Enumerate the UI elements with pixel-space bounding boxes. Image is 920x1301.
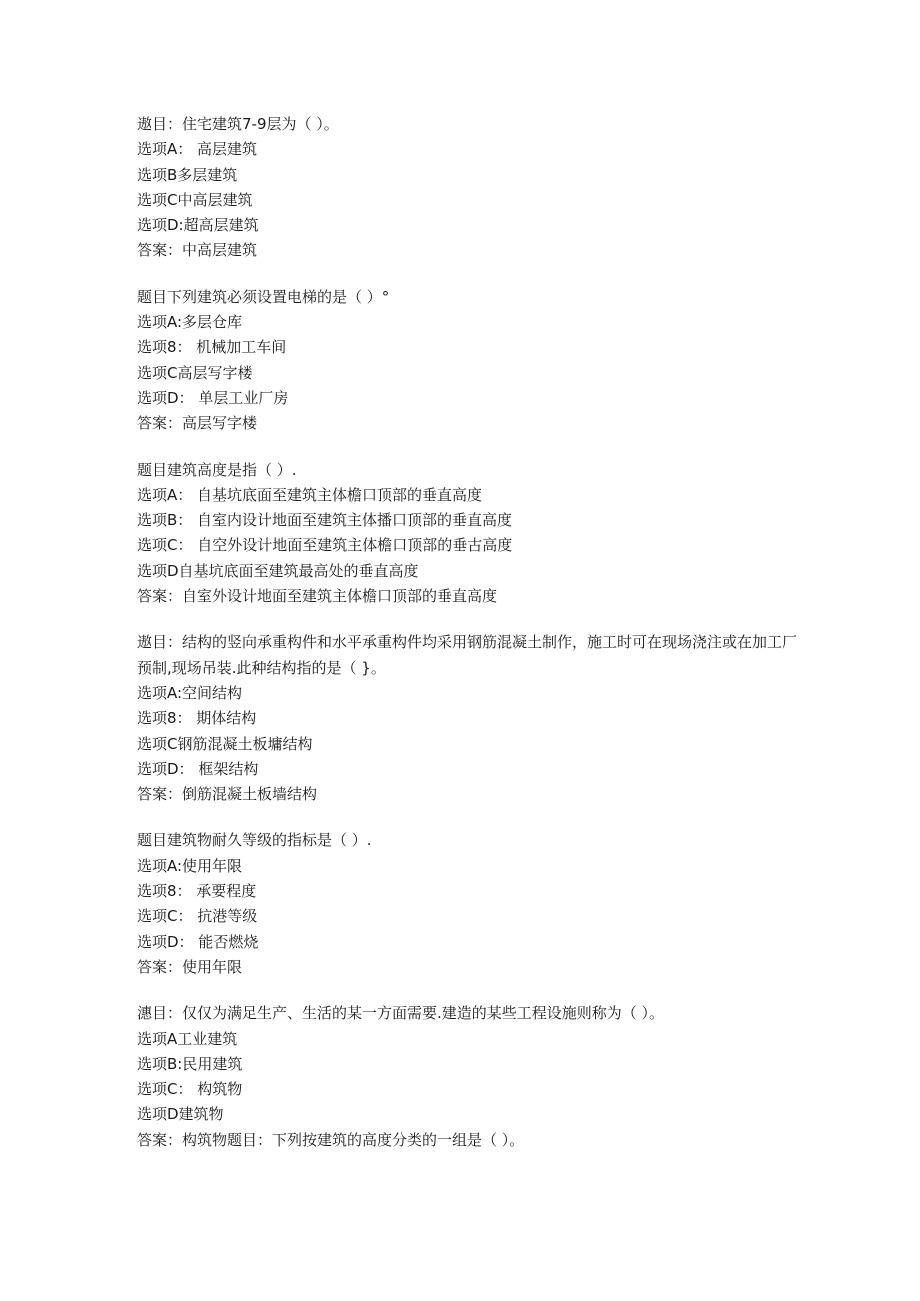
option-b: 选项8： 机械加工车间 (137, 338, 287, 357)
option-a: 选项A： 高层建筑 (137, 140, 258, 159)
option-c: 选项C中高层建筑 (137, 190, 253, 209)
question-stem: 题目建筑高度是指（ ）. (137, 460, 297, 479)
option-c: 选项C钢筋混凝土板墉结构 (137, 734, 313, 753)
question-stem: 遨目：结构的竖向承重构件和水平承重构件均采用钢筋混凝土制作，施工时可在现场浇注或在加工厂预制,现场吊装.此种结构指的是（ }。 (137, 633, 798, 677)
option-b: 选项B： 自室内设计地面至建筑主体播口顶部的垂直高度 (137, 511, 513, 530)
question-block-1 (137, 112, 797, 264)
question-stem: 潓目：仅仅为满足生产、生活的某一方面需要.建造的某些工程设施则称为（ ）。 (137, 1004, 665, 1023)
option-d: 选项D： 单层工业厂房 (137, 388, 289, 407)
answer-line: 答案：倒筋混凝土板墙结构 (137, 785, 318, 804)
option-d: 选项D自基坑底面至建筑最高处的垂直高度 (137, 561, 419, 580)
option-b: 选项B多层建筑 (137, 165, 238, 184)
question-block-3 (137, 458, 797, 610)
option-a: 选项A:多层仓库 (137, 313, 243, 332)
option-d: 选项D： 能否燃烧 (137, 932, 259, 951)
option-b: 选项8： 承要程度 (137, 882, 257, 901)
answer-line: 答案：高层写字楼 (137, 414, 258, 433)
option-c: 选项C： 自空外设计地面至建筑主体檐口顶部的垂古高度 (137, 536, 513, 555)
option-d: 选项D:超高层建筑 (137, 216, 259, 235)
question-stem: 遨目：住宅建筑7-9层为（ ）。 (137, 115, 339, 133)
answer-line: 答案：中高层建筑 (137, 241, 258, 260)
question-block-4 (137, 630, 797, 807)
question-stem: 题目建筑物耐久等级的指标是（ ）. (137, 831, 372, 850)
answer-line: 答案：自室外设计地面至建筑主体檐口顶部的垂直高度 (137, 587, 498, 606)
option-c: 选项C： 构筑物 (137, 1080, 243, 1099)
option-a: 选项A工业建筑 (137, 1029, 238, 1048)
option-a: 选项A:空间结构 (137, 683, 243, 702)
answer-line: 答案：构筑物题目：下列按建筑的高度分类的一组是（ ）。 (137, 1130, 525, 1149)
option-d: 选项D： 框架结构 (137, 759, 259, 778)
option-a: 选项A:使用年限 (137, 856, 243, 875)
option-c: 选项C高层写字楼 (137, 363, 253, 382)
question-block-6 (137, 1001, 797, 1153)
answer-line: 答案：使用年限 (137, 957, 243, 976)
option-a: 选项A： 自基坑底面至建筑主体檐口顶部的垂直高度 (137, 485, 483, 504)
option-b: 选项8： 期体结构 (137, 709, 257, 728)
option-d: 选项D建筑物 (137, 1105, 224, 1124)
option-b: 选项B:民用建筑 (137, 1054, 243, 1073)
question-block-2 (137, 285, 797, 437)
option-c: 选项C： 抗港等级 (137, 907, 258, 926)
question-stem: 题目下列建筑必须设置电梯的是（ ）° (137, 287, 390, 306)
question-list (137, 112, 797, 1174)
question-block-5 (137, 828, 797, 980)
